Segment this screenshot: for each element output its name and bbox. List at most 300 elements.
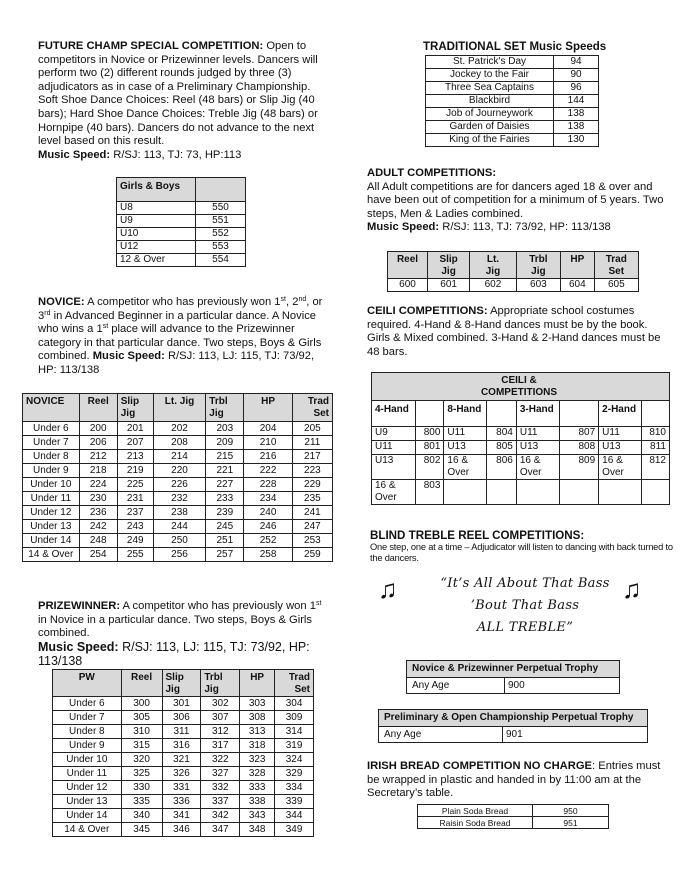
table-cell: Under 6 [23, 422, 80, 436]
table-cell: 217 [292, 450, 332, 464]
table-cell: 247 [292, 520, 332, 534]
table-cell: 218 [79, 464, 117, 478]
novice-music-value: R/SJ: 113, LJ: 115, TJ: 73/92, HP: 113/138 [38, 350, 315, 376]
table-cell: 224 [79, 478, 117, 492]
trophy-title: Preliminary & Open Championship Perpetual Trophy [379, 710, 648, 727]
table-row [426, 108, 599, 121]
blind-treble-title: BLIND TREBLE REEL COMPETITIONS: [370, 529, 585, 542]
table-cell: 240 [244, 506, 292, 520]
table-header [641, 401, 669, 427]
table-header: NOVICE [23, 394, 80, 422]
novice-section [38, 296, 328, 378]
table-cell: 322 [201, 753, 240, 767]
table-header: Trbl Jig [201, 670, 240, 697]
table-row [23, 534, 333, 548]
table-cell: 334 [275, 781, 314, 795]
table-cell: 227 [206, 478, 244, 492]
table-header: HP [561, 252, 595, 279]
table-header: HP [244, 394, 292, 422]
ceili-table [371, 372, 670, 505]
table-cell: 208 [153, 436, 206, 450]
table-cell: 312 [201, 725, 240, 739]
table-header: Reel [388, 252, 428, 279]
superscript: st [280, 296, 286, 303]
ceili-section [367, 305, 672, 359]
table-row [23, 450, 333, 464]
table-cell: 302 [201, 697, 240, 711]
table-cell: 337 [201, 795, 240, 809]
table-cell: 812 [641, 455, 669, 480]
ceili-title: CEILI COMPETITIONS: [367, 305, 488, 317]
superscript: rd [44, 309, 51, 317]
table-cell: 604 [561, 279, 595, 292]
trophy-number: 900 [505, 678, 620, 694]
table-cell: U11 [516, 427, 559, 441]
table-cell: Under 8 [23, 450, 80, 464]
table-cell: 238 [153, 506, 206, 520]
table-cell: U11 [444, 427, 487, 441]
table-row [372, 480, 670, 505]
blind-treble-section [370, 529, 680, 564]
irish-bread-section [367, 760, 672, 801]
adult-music-value: R/SJ: 113, TJ: 73/92, HP: 113/138 [442, 221, 611, 234]
future-champ-music-value: R/SJ: 113, TJ: 73, HP:113 [113, 148, 242, 161]
table-header: PW [53, 670, 122, 697]
table-cell: 213 [117, 450, 153, 464]
table-cell: 600 [388, 279, 428, 292]
novice-body: place will advance to the Prizewinner category in that particular dance. Two steps, Boys & Girls combined. [38, 323, 322, 363]
table-cell: 223 [292, 464, 332, 478]
table-header: 4-Hand [372, 401, 416, 427]
table-header: Trad Set [292, 394, 332, 422]
table-row [53, 809, 314, 823]
table-header: Slip Jig [117, 394, 153, 422]
table-row [426, 95, 599, 108]
table-cell: 211 [292, 436, 332, 450]
table-cell: 252 [244, 534, 292, 548]
table-cell: 811 [641, 441, 669, 455]
table-cell: U9 [372, 427, 416, 441]
table-row [372, 455, 670, 480]
table-row [23, 506, 333, 520]
table-cell: 308 [240, 711, 275, 725]
irish-bread-body: : Entries must be wrapped in plastic and handed in by 11:00 am at the Secretary’s table. [367, 760, 661, 800]
table-cell: U11 [372, 441, 416, 455]
table-cell: 331 [162, 781, 201, 795]
table-cell: 239 [206, 506, 244, 520]
table-cell: Under 14 [23, 534, 80, 548]
table-cell: U8 [117, 202, 196, 215]
table-cell: 300 [121, 697, 162, 711]
table-header [196, 178, 246, 202]
table-cell: 255 [117, 548, 153, 562]
table-cell: U13 [444, 441, 487, 455]
table-header: Slip Jig [162, 670, 201, 697]
table-row [23, 520, 333, 534]
table-cell: 550 [196, 202, 246, 215]
table-cell: 251 [206, 534, 244, 548]
table-header: Trad Set [275, 670, 314, 697]
table-cell: 315 [121, 739, 162, 753]
future-champ-table [116, 177, 246, 267]
table-cell: Raisin Soda Bread [418, 817, 533, 829]
table-header [416, 401, 444, 427]
prizewinner-body: A competitor who has previously won 1 [122, 600, 316, 612]
table-cell: 244 [153, 520, 206, 534]
table-cell [516, 480, 559, 505]
table-cell: U9 [117, 215, 196, 228]
table-cell: U13 [516, 441, 559, 455]
table-row [53, 753, 314, 767]
table-row [426, 69, 599, 82]
table-cell: Under 8 [53, 725, 122, 739]
table-row [23, 422, 333, 436]
table-cell: 318 [240, 739, 275, 753]
table-cell: 259 [292, 548, 332, 562]
table-cell: 206 [79, 436, 117, 450]
table-cell: Under 7 [53, 711, 122, 725]
table-row [23, 464, 333, 478]
table-cell: 313 [240, 725, 275, 739]
table-header [559, 401, 599, 427]
table-row [418, 817, 609, 829]
future-champ-music-label: Music Speed: [38, 148, 111, 161]
table-cell: St. Patrick's Day [426, 56, 554, 69]
table-cell: 310 [121, 725, 162, 739]
table-cell: 205 [292, 422, 332, 436]
blind-treble-quote [420, 573, 630, 639]
table-cell: 346 [162, 823, 201, 837]
table-row [53, 697, 314, 711]
table-cell: 602 [470, 279, 517, 292]
future-champ-body: Open to competitors in Novice or Prizewinner levels. Dancers will perform two (2) different rounds judged by three (3) adjudicators as in case of a Preliminary Championship. Soft Shoe Dance Choices: Reel (48 bars) or Slip Jig (40 bars); Hard Shoe Dance Choices: Treble Jig (48 bars) or Hornpipe (40 bars). Dancers do not advance to the next level based on this result. [38, 40, 318, 148]
table-cell: King of the Fairies [426, 134, 554, 147]
table-row [388, 279, 639, 292]
table-row [23, 492, 333, 506]
table-cell: 316 [162, 739, 201, 753]
table-cell: 328 [240, 767, 275, 781]
table-header: Girls & Boys [117, 178, 196, 202]
table-header: 2-Hand [599, 401, 642, 427]
table-cell: 203 [206, 422, 244, 436]
table-cell: 130 [554, 134, 599, 147]
adult-music-label: Music Speed: [367, 221, 440, 234]
table-cell: 210 [244, 436, 292, 450]
quote-line: ALL TREBLE” [476, 620, 574, 635]
novice-body: , 2 [285, 296, 299, 308]
trad-set-table [425, 55, 599, 147]
novice-body: in Advanced Beginner in a particular dance. A Novice who wins a 1 [38, 309, 317, 336]
table-cell: 222 [244, 464, 292, 478]
table-cell: 253 [292, 534, 332, 548]
table-cell: 214 [153, 450, 206, 464]
irish-bread-table [417, 804, 609, 829]
table-cell: U12 [117, 241, 196, 254]
table-row [426, 56, 599, 69]
novice-body: A competitor who has previously won 1 [87, 296, 281, 308]
table-cell: 304 [275, 697, 314, 711]
table-cell: 809 [559, 455, 599, 480]
table-cell: 245 [206, 520, 244, 534]
table-cell: Under 11 [53, 767, 122, 781]
prizewinner-music-value: R/SJ: 113, LJ: 115, TJ: 73/92, HP: 113/138 [38, 639, 310, 669]
table-row [372, 441, 670, 455]
table-row [426, 82, 599, 95]
table-cell: 343 [240, 809, 275, 823]
table-cell: 226 [153, 478, 206, 492]
table-cell: 14 & Over [23, 548, 80, 562]
table-cell: Under 6 [53, 697, 122, 711]
table-header: Reel [121, 670, 162, 697]
table-cell [599, 480, 642, 505]
table-cell [559, 480, 599, 505]
table-cell: 228 [244, 478, 292, 492]
table-cell: 241 [292, 506, 332, 520]
table-cell: 348 [240, 823, 275, 837]
table-cell: 257 [206, 548, 244, 562]
prizewinner-table [52, 669, 314, 837]
quote-line: “It’s All About That Bass [440, 576, 610, 591]
table-cell: 551 [196, 215, 246, 228]
table-row [53, 823, 314, 837]
table-cell: 256 [153, 548, 206, 562]
table-row [117, 215, 246, 228]
table-cell: 202 [153, 422, 206, 436]
table-cell: 242 [79, 520, 117, 534]
table-cell: 332 [201, 781, 240, 795]
table-row [53, 725, 314, 739]
table-cell: 307 [201, 711, 240, 725]
table-cell: Job of Journeywork [426, 108, 554, 121]
table-cell: 233 [206, 492, 244, 506]
table-cell: Blackbird [426, 95, 554, 108]
future-champ-section [38, 40, 323, 162]
table-cell: 249 [117, 534, 153, 548]
table-cell: 340 [121, 809, 162, 823]
table-cell: 209 [206, 436, 244, 450]
table-header: Trbl Jig [206, 394, 244, 422]
table-cell: 230 [79, 492, 117, 506]
adult-table [387, 251, 639, 292]
table-cell: Under 11 [23, 492, 80, 506]
table-cell: 338 [240, 795, 275, 809]
table-row [117, 202, 246, 215]
table-cell: 303 [240, 697, 275, 711]
table-header: Trad Set [594, 252, 638, 279]
table-cell: Under 14 [53, 809, 122, 823]
irish-bread-title: IRISH BREAD COMPETITION NO CHARGE [367, 760, 593, 772]
table-cell: 215 [206, 450, 244, 464]
table-cell: 90 [554, 69, 599, 82]
superscript: st [102, 323, 109, 331]
table-cell: Under 9 [23, 464, 80, 478]
table-cell: 805 [487, 441, 517, 455]
table-cell: 204 [244, 422, 292, 436]
novice-body: , or 3 [38, 296, 323, 322]
table-cell: 807 [559, 427, 599, 441]
table-cell: 144 [554, 95, 599, 108]
table-cell: 324 [275, 753, 314, 767]
table-cell: Under 10 [53, 753, 122, 767]
future-champ-title: FUTURE CHAMP SPECIAL COMPETITION: [38, 40, 264, 52]
table-cell: 14 & Over [53, 823, 122, 837]
table-cell: 207 [117, 436, 153, 450]
table-cell: 806 [487, 455, 517, 480]
table-cell: U10 [117, 228, 196, 241]
table-row [23, 436, 333, 450]
table-cell: Under 7 [23, 436, 80, 450]
table-cell: 236 [79, 506, 117, 520]
ceili-body: Appropriate school costumes required. 4-Hand & 8-Hand dances must be by the book. Girls & Mixed combined. 3-Hand & 2-Hand dances must be 48 bars. [367, 305, 661, 358]
table-cell: 216 [244, 450, 292, 464]
table-header: Reel [79, 394, 117, 422]
trophy-age: Any Age [407, 678, 505, 694]
table-cell: 321 [162, 753, 201, 767]
table-cell: 96 [554, 82, 599, 95]
table-cell: 201 [117, 422, 153, 436]
table-cell: 800 [416, 427, 444, 441]
table-cell: 138 [554, 121, 599, 134]
table-cell: 801 [416, 441, 444, 455]
trad-set-title: TRADITIONAL SET Music Speeds [423, 41, 607, 53]
table-cell: 317 [201, 739, 240, 753]
ceili-caption-text: CEILI & COMPETITIONS [480, 374, 558, 398]
table-cell: 232 [153, 492, 206, 506]
table-cell: 326 [162, 767, 201, 781]
table-row [117, 228, 246, 241]
table-row [53, 767, 314, 781]
table-header: 3-Hand [516, 401, 559, 427]
table-row [53, 795, 314, 809]
table-cell: 138 [554, 108, 599, 121]
table-cell: 314 [275, 725, 314, 739]
table-cell: Under 9 [53, 739, 122, 753]
table-cell: 605 [594, 279, 638, 292]
table-cell: 305 [121, 711, 162, 725]
table-cell: Jockey to the Fair [426, 69, 554, 82]
trophy-title: Novice & Prizewinner Perpetual Trophy [407, 661, 620, 678]
table-row [117, 254, 246, 267]
table-cell: Under 10 [23, 478, 80, 492]
prizewinner-title: PRIZEWINNER: [38, 600, 121, 612]
table-cell: 341 [162, 809, 201, 823]
table-row [418, 805, 609, 817]
table-cell: 254 [79, 548, 117, 562]
table-cell: 330 [121, 781, 162, 795]
quote-line: ’Bout That Bass [470, 598, 580, 613]
table-cell [641, 480, 669, 505]
novice-title: NOVICE: [38, 296, 85, 308]
table-cell: 601 [428, 279, 470, 292]
novice-table [22, 393, 333, 562]
table-cell: U13 [599, 441, 642, 455]
table-cell: 250 [153, 534, 206, 548]
table-row [426, 134, 599, 147]
table-cell: 220 [153, 464, 206, 478]
prizewinner-section [38, 600, 328, 670]
table-cell: 802 [416, 455, 444, 480]
adult-section [367, 167, 667, 235]
table-cell: 219 [117, 464, 153, 478]
table-cell: 344 [275, 809, 314, 823]
table-cell: 212 [79, 450, 117, 464]
table-cell: 235 [292, 492, 332, 506]
table-cell: 311 [162, 725, 201, 739]
table-cell: 16 & Over [444, 455, 487, 480]
prizewinner-body: in Novice in a particular dance. Two steps, Boys & Girls combined. [38, 613, 313, 640]
table-cell: 306 [162, 711, 201, 725]
table-row [23, 548, 333, 562]
table-cell: U11 [599, 427, 642, 441]
table-row [117, 241, 246, 254]
table-cell: 200 [79, 422, 117, 436]
table-cell: 803 [416, 480, 444, 505]
table-cell: 246 [244, 520, 292, 534]
table-cell: 327 [201, 767, 240, 781]
ceili-caption [372, 373, 670, 401]
table-cell: 554 [196, 254, 246, 267]
music-notes-icon: ♫ [622, 574, 642, 604]
table-cell: 325 [121, 767, 162, 781]
table-cell: 810 [641, 427, 669, 441]
table-cell: 335 [121, 795, 162, 809]
table-row [53, 781, 314, 795]
table-cell: Garden of Daisies [426, 121, 554, 134]
table-cell: Under 12 [23, 506, 80, 520]
table-cell: 808 [559, 441, 599, 455]
table-cell: 339 [275, 795, 314, 809]
music-notes-icon: ♫ [378, 574, 398, 604]
table-cell: 951 [533, 817, 609, 829]
table-cell: 94 [554, 56, 599, 69]
table-row [372, 427, 670, 441]
table-header: Slip Jig [428, 252, 470, 279]
blind-treble-body: One step, one at a time – Adjudicator will listen to dancing with back turned to the dancers. [370, 542, 673, 563]
superscript: st [315, 600, 322, 607]
table-cell: 248 [79, 534, 117, 548]
table-cell: 347 [201, 823, 240, 837]
table-cell: 225 [117, 478, 153, 492]
table-header: Lt. Jig [470, 252, 517, 279]
table-cell: 237 [117, 506, 153, 520]
table-cell: 552 [196, 228, 246, 241]
table-cell: 349 [275, 823, 314, 837]
table-cell: 320 [121, 753, 162, 767]
table-cell: 319 [275, 739, 314, 753]
table-cell: 221 [206, 464, 244, 478]
table-header: Lt. Jig [153, 394, 206, 422]
table-cell: 336 [162, 795, 201, 809]
table-cell [444, 480, 487, 505]
table-cell: 16 & Over [516, 455, 559, 480]
novice-music-label: Music Speed: [92, 350, 165, 363]
table-cell: 234 [244, 492, 292, 506]
adult-title: ADULT COMPETITIONS: [367, 167, 497, 179]
table-cell: Under 12 [53, 781, 122, 795]
table-cell: 950 [533, 805, 609, 817]
prizewinner-music-label: Music Speed: [38, 639, 119, 654]
table-cell: Plain Soda Bread [418, 805, 533, 817]
table-cell: 229 [292, 478, 332, 492]
table-cell: 12 & Over [117, 254, 196, 267]
table-cell: 323 [240, 753, 275, 767]
superscript: nd [298, 296, 307, 303]
table-header [487, 401, 517, 427]
table-cell: 333 [240, 781, 275, 795]
table-header: Trbl Jig [516, 252, 560, 279]
table-cell: 804 [487, 427, 517, 441]
table-cell: Under 13 [23, 520, 80, 534]
